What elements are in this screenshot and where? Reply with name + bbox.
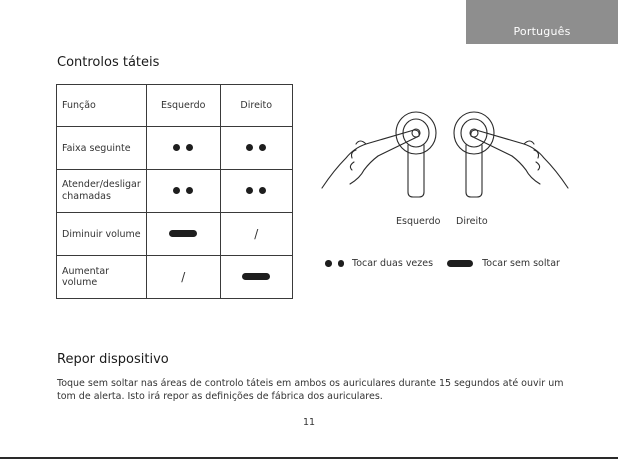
table-header-row (57, 85, 293, 127)
page-number: 11 (302, 417, 316, 428)
gesture-legend (325, 258, 560, 269)
left-earbud-icon (396, 112, 436, 197)
table-row (57, 127, 293, 170)
hold-icon (146, 213, 220, 256)
header-right: Direito (220, 85, 292, 127)
table-row (57, 256, 293, 299)
row-function-label: Diminuir volume (57, 213, 147, 256)
section-title-reset: Repor dispositivo (57, 352, 169, 367)
not-applicable: / (220, 213, 292, 256)
table-row (57, 213, 293, 256)
language-tab[interactable] (466, 0, 618, 44)
touch-controls-table (56, 84, 293, 299)
section-title-touch-controls: Controlos táteis (57, 55, 160, 70)
double-tap-icon (325, 260, 344, 267)
double-tap-icon (146, 170, 220, 213)
table-row (57, 170, 293, 213)
legend-double-tap-label: Tocar duas vezes (352, 258, 434, 269)
row-function-label: Atender/desligar chamadas (57, 170, 147, 213)
row-function-label: Aumentar volume (57, 256, 147, 299)
double-tap-icon (220, 127, 292, 170)
earbuds-touch-illustration (320, 100, 570, 210)
right-earbud-icon (454, 112, 494, 197)
header-function: Função (57, 85, 147, 127)
hold-icon (447, 260, 473, 267)
right-earbud-label: Direito (456, 216, 488, 227)
double-tap-icon (146, 127, 220, 170)
reset-instructions: Toque sem soltar nas áreas de controlo táteis em ambos os auriculares durante 15 segundos até ouvir um tom de alerta. Isto irá repor as definições de fábrica dos auriculares. (57, 378, 564, 402)
double-tap-icon (220, 170, 292, 213)
hold-icon (220, 256, 292, 299)
legend-hold-label: Tocar sem soltar (482, 258, 560, 269)
language-label: Português (513, 25, 571, 38)
left-earbud-label: Esquerdo (396, 216, 441, 227)
header-left: Esquerdo (146, 85, 220, 127)
not-applicable: / (146, 256, 220, 299)
row-function-label: Faixa seguinte (57, 127, 147, 170)
